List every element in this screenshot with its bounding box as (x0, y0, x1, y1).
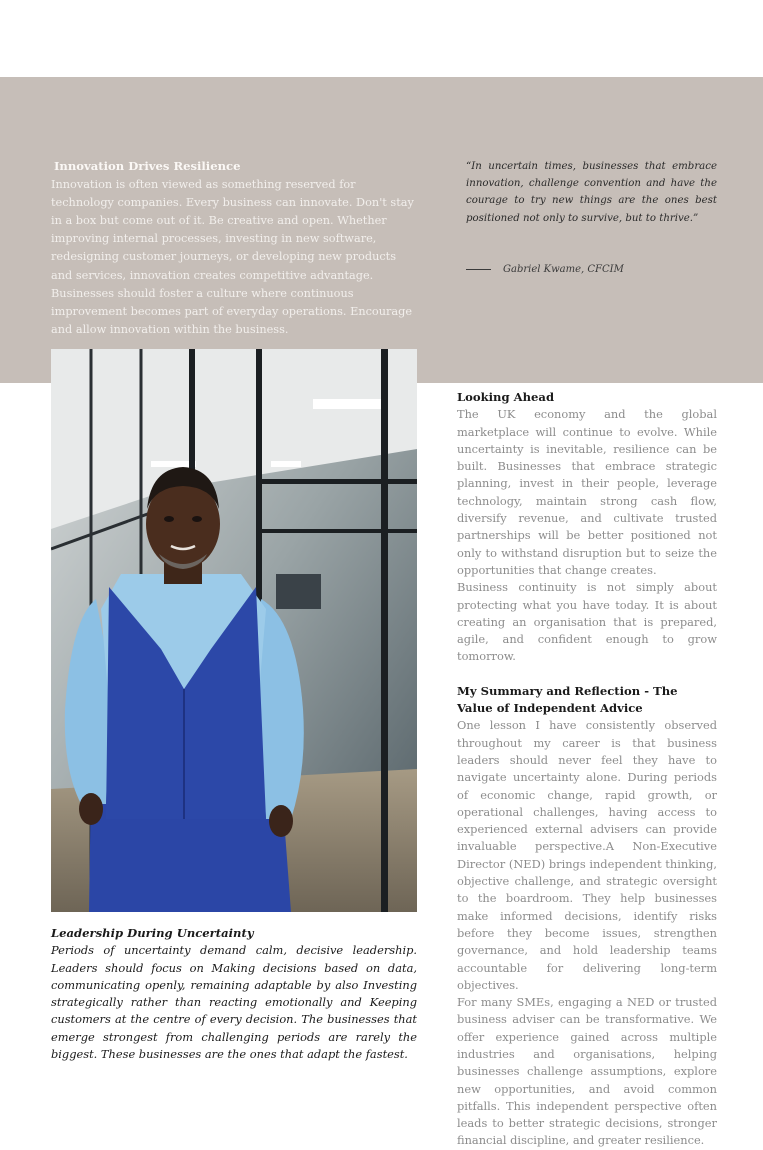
attribution-dash (466, 269, 491, 270)
intro-body: Innovation is often viewed as something reserved for technology companies. Every business can innovate. Don't stay in a box but come out of it. Be creative and open. Whether improving internal processes, investing in new software, redesigning customer journeys, or developing new products and services, innovation creates competitive advantage. Businesses should foster a culture where continuous improvement becomes part of everyday operations. Encourage and allow innovation within the business. (51, 178, 414, 336)
quote-attribution (466, 263, 726, 277)
leadership-body: Periods of uncertainty demand calm, decisive leadership. Leaders should focus on Making decisions based on data, communicating openly, remaining adaptable by also Investing strategically rather than reacting emotionally and Keeping customers at the centre of every decision. The businesses that emerge strongest from challenging periods are rarely the biggest. These businesses are the ones that adapt the fastest. (51, 943, 417, 1062)
leadership-section (51, 925, 417, 1063)
looking-ahead-paragraph-2: Business continuity is not simply about protecting what you have today. It is about creating an organisation that is prepared, agile, and confident enough to grow tomorrow. (457, 580, 717, 664)
portrait-illustration (51, 349, 417, 912)
portrait-photo (51, 349, 417, 912)
leadership-heading: Leadership During Uncertainty (51, 926, 254, 940)
summary-paragraph-1: One lesson I have consistently observed throughout my career is that business leaders should never feel they have to navigate uncertainty alone. During periods of economic change, rapid growth, or operational challenges, having access to experienced external advisers can provide invaluable perspective.A Non-Executive Director (NED) brings independent thinking, objective challenge, and strategic oversight to the boardroom. They help businesses make informed decisions, identify risks before they become issues, strengthen governance, and hold leadership teams accountable for delivering long-term objectives. (457, 718, 717, 992)
summary-paragraph-2: For many SMEs, engaging a NED or trusted business adviser can be transformative. We offer experience gained across multiple industries and organisations, helping businesses challenge assumptions, explore new opportunities, and avoid common pitfalls. This independent perspective often leads to better strategic decisions, stronger financial discipline, and greater resilience. (457, 995, 717, 1148)
looking-ahead-paragraph-1: The UK economy and the global marketplace will continue to evolve. While uncertainty is inevitable, resilience can be built. Businesses that embrace strategic planning, invest in their people, leverage technology, maintain strong cash flow, diversify revenue, and cultivate trusted partnerships will be better positioned not only to withstand disruption but to seize the opportunities that change creates. (457, 407, 717, 577)
intro-section (51, 157, 417, 339)
right-column (457, 389, 717, 1150)
quote-text: “In uncertain times, businesses that embrace innovation, challenge convention and have the courage to try new things are the ones best positioned not only to survive, but to thrive.” (466, 161, 717, 224)
summary-heading: My Summary and Reflection - The Value of Independent Advice (457, 683, 678, 716)
pull-quote (466, 158, 717, 227)
intro-heading: Innovation Drives Resilience (54, 159, 241, 173)
attribution-name: Gabriel Kwame, CFCIM (503, 264, 624, 275)
looking-ahead-heading: Looking Ahead (457, 390, 555, 404)
